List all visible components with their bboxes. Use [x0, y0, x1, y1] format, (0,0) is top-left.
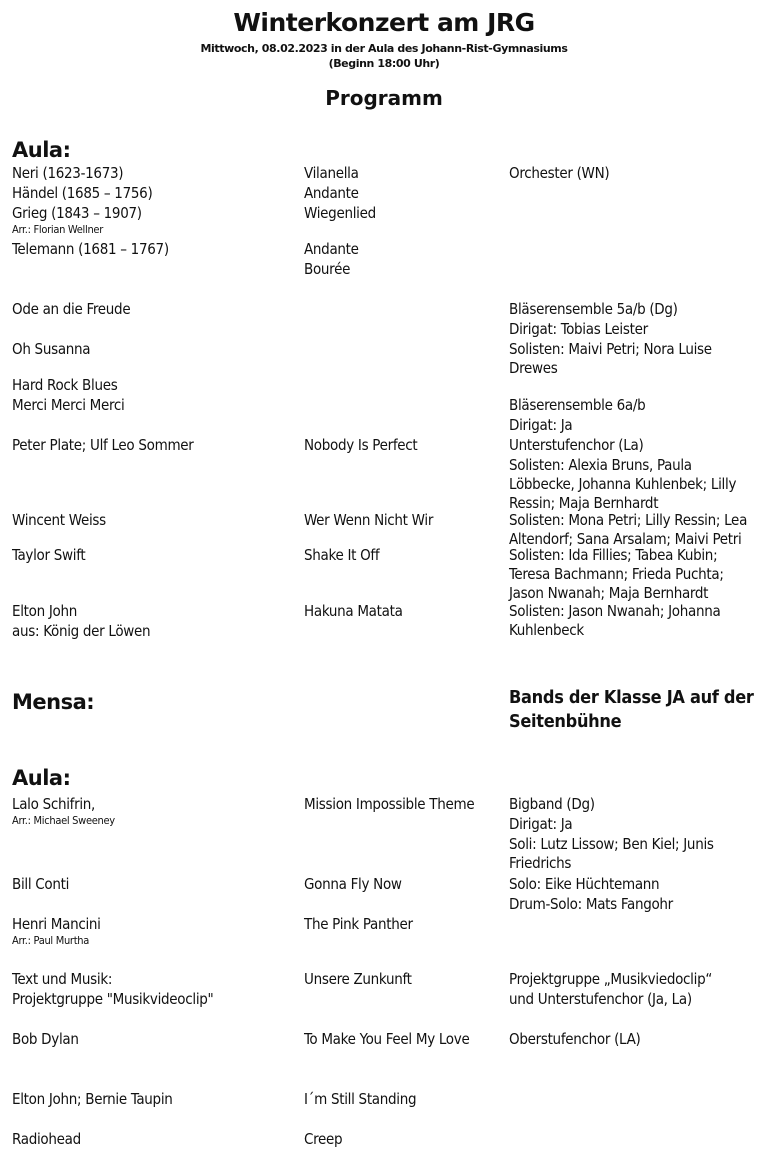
performer: Bands der Klasse JA auf der Seitenbühne [509, 687, 754, 732]
composer: Radiohead [12, 1130, 81, 1148]
piece-title: Wer Wenn Nicht Wir [304, 511, 434, 529]
composer: Projektgruppe "Musikvideoclip" [12, 990, 214, 1008]
source-note: aus: König der Löwen [12, 622, 151, 640]
piece-title: I´m Still Standing [304, 1090, 417, 1108]
composer: Telemann (1681 – 1767) [12, 240, 169, 258]
piece-title: To Make You Feel My Love [304, 1030, 470, 1048]
composer-name: Henri Mancini [12, 915, 101, 933]
performer: Bläserensemble 5a/b (Dg) [509, 300, 678, 318]
composer: Bill Conti [12, 875, 70, 893]
composer [12, 915, 297, 947]
performer: Projektgruppe „Musikviedoclip“ [509, 970, 713, 988]
composer-name: Lalo Schifrin, [12, 795, 96, 813]
arranger: Arr.: Michael Sweeney [12, 814, 115, 827]
event-date-location: Mittwoch, 08.02.2023 in der Aula des Johann-Rist-Gymnasiums [200, 42, 568, 55]
performer: Orchester (WN) [509, 164, 610, 182]
piece-title: Andante [304, 184, 359, 202]
piece-title: Hard Rock Blues [12, 376, 118, 394]
piece-title: Andante [304, 240, 359, 258]
soloists: Solo: Eike Hüchtemann [509, 875, 660, 893]
conductor: Dirigat: Ja [509, 416, 573, 434]
section-heading-aula: Aula: [12, 766, 71, 790]
piece-title: Gonna Fly Now [304, 875, 402, 893]
conductor: Dirigat: Ja [509, 815, 573, 833]
soloists: Soli: Lutz Lissow; Ben Kiel; Junis Friedrichs [509, 835, 714, 872]
piece-title: Creep [304, 1130, 343, 1148]
piece-title: Mission Impossible Theme [304, 795, 475, 813]
arranger: Arr.: Florian Wellner [12, 223, 103, 236]
piece-title: Wiegenlied [304, 204, 376, 222]
soloists: Solisten: Alexia Bruns, Paula Löbbecke, Johanna Kuhlenbek; Lilly Ressin; Maja Bernhardt [509, 456, 737, 512]
piece-title: Nobody Is Perfect [304, 436, 418, 454]
start-time: (Beginn 18:00 Uhr) [328, 57, 440, 70]
piece-title: Ode an die Freude [12, 300, 131, 318]
composer: Elton John; Bernie Taupin [12, 1090, 173, 1108]
performer: und Unterstufenchor (Ja, La) [509, 990, 692, 1008]
soloists: Solisten: Mona Petri; Lilly Ressin; Lea Altendorf; Sana Arsalam; Maivi Petri [509, 511, 748, 548]
composer: Taylor Swift [12, 546, 86, 564]
piece-title: Oh Susanna [12, 340, 91, 358]
composer: Peter Plate; Ulf Leo Sommer [12, 436, 194, 454]
performer: Oberstufenchor (LA) [509, 1030, 641, 1048]
composer: Wincent Weiss [12, 511, 106, 529]
section-heading-aula: Aula: [12, 138, 71, 162]
soloists: Solisten: Maivi Petri; Nora Luise Drewes [509, 340, 712, 377]
performer: Unterstufenchor (La) [509, 436, 644, 454]
program-heading: Programm [325, 86, 443, 110]
composer [12, 795, 297, 827]
arranger: Arr.: Paul Murtha [12, 934, 90, 947]
section-heading-mensa: Mensa: [12, 690, 95, 714]
soloists: Drum-Solo: Mats Fangohr [509, 895, 673, 913]
soloists: Solisten: Jason Nwanah; Johanna Kuhlenbeck [509, 602, 721, 639]
performer: Bläserensemble 6a/b [509, 396, 646, 414]
piece-title: Bourée [304, 260, 351, 278]
performer: Bigband (Dg) [509, 795, 595, 813]
piece-title: Unsere Zunkunft [304, 970, 412, 988]
composer: Neri (1623-1673) [12, 164, 124, 182]
composer: Bob Dylan [12, 1030, 79, 1048]
piece-title: Shake It Off [304, 546, 380, 564]
conductor: Dirigat: Tobias Leister [509, 320, 648, 338]
piece-title: The Pink Panther [304, 915, 413, 933]
piece-title: Vilanella [304, 164, 359, 182]
composer-name: Grieg (1843 – 1907) [12, 204, 142, 222]
composer [12, 204, 297, 236]
page-title: Winterkonzert am JRG [233, 8, 535, 37]
composer: Text und Musik: [12, 970, 113, 988]
piece-title: Merci Merci Merci [12, 396, 125, 414]
composer: Elton John [12, 602, 77, 620]
piece-title: Hakuna Matata [304, 602, 403, 620]
composer: Händel (1685 – 1756) [12, 184, 153, 202]
soloists: Solisten: Ida Fillies; Tabea Kubin; Teresa Bachmann; Frieda Puchta; Jason Nwanah; Maja Bernhardt [509, 546, 724, 602]
